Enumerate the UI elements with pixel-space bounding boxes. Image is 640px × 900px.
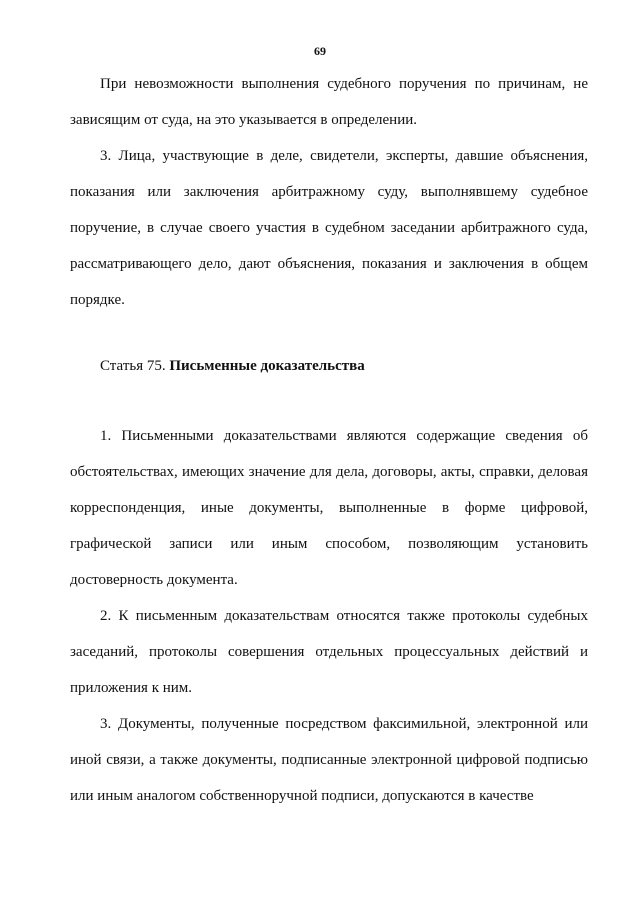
page-number: 69 bbox=[314, 44, 326, 58]
paragraph-written-evidence-protocols: 2. К письменным доказательствам относятся также протоколы судебных заседаний, протоколы совершения отдельных процессуальных действий и приложения к ним. bbox=[70, 608, 588, 696]
article-number: Статья 75. bbox=[100, 358, 166, 374]
paragraph-written-evidence-definition: 1. Письменными доказательствами являются содержащие сведения об обстоятельствах, имеющих значение для дела, договоры, акты, справки, деловая корреспонденция, иные документы, выполненные в форме цифровой, графической записи или иным способом, позволяющим установить достоверность документа. bbox=[70, 428, 588, 588]
article-heading bbox=[100, 348, 365, 384]
paragraph-participants-explanations: 3. Лица, участвующие в деле, свидетели, эксперты, давшие объяснения, показания или заключения арбитражному суду, выполнявшему судебное поручение, в случае своего участия в судебном заседании арбитражного суда, рассматривающего дело, дают объяснения, показания и заключения в общем порядке. bbox=[70, 148, 588, 308]
paragraph-electronic-documents: 3. Документы, полученные посредством факсимильной, электронной или иной связи, а также документы, подписанные электронной цифровой подписью или иным аналогом собственноручной подписи, допускаются в качестве bbox=[70, 716, 588, 804]
article-title: Письменные доказательства bbox=[169, 358, 365, 374]
article-text-block bbox=[70, 418, 588, 814]
top-text-block bbox=[70, 66, 588, 318]
paragraph-court-order-impossibility: При невозможности выполнения судебного поручения по причинам, не зависящим от суда, на это указывается в определении. bbox=[70, 76, 588, 128]
